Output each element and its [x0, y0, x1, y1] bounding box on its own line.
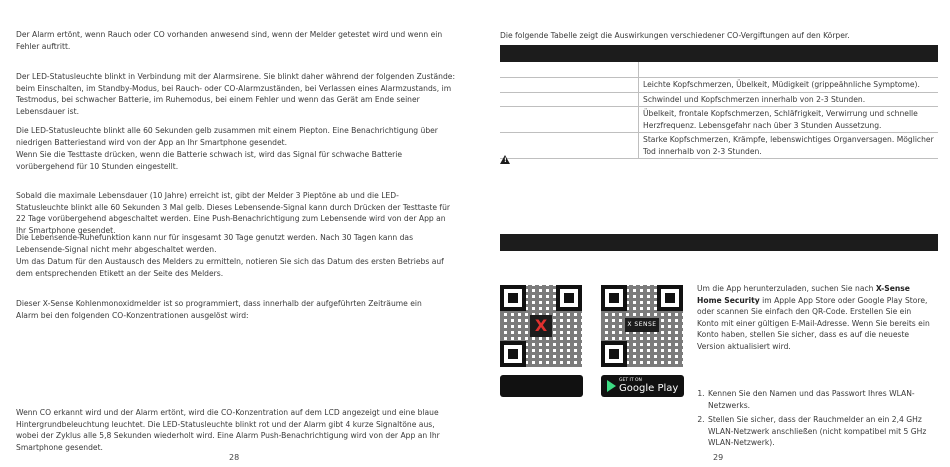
section-header-bar — [500, 234, 938, 251]
co-effects-table — [500, 45, 938, 159]
qr-code-app-store — [500, 285, 582, 367]
google-play-icon — [607, 380, 616, 392]
qr-finder — [601, 285, 627, 311]
table-cell: Übelkeit, frontale Kopfschmerzen, Schläfrigkeit, Verwirrung und schnelle Herzfrequenz. Lebensgefahr nach über 3 Stunden Aussetzung. — [639, 107, 939, 133]
table-cell — [500, 92, 639, 107]
table-row — [500, 78, 938, 93]
table-row — [500, 107, 938, 133]
app-intro-text-rest: im Apple App Store oder Google Play Store, oder scannen Sie einfach den QR-Code. Erstellen Sie ein Konto mit einer gültigen E-Mail-Adresse. Wenn Sie bereits ein Konto haben, stellen Sie sicher, dass es auf die neueste Version aktualisiert wird. — [697, 295, 930, 351]
table-header-cell — [639, 45, 939, 62]
end-of-life-silence-paragraph: Die Lebensende-Ruhefunktion kann nur für insgesamt 30 Tage genutzt werden. Nach 30 Tagen kann das Lebensende-Signal nicht mehr abgeschaltet werden. — [16, 233, 414, 254]
table-intro: Die folgende Tabelle zeigt die Auswirkungen verschiedener CO-Vergiftungen auf den Körper. — [500, 31, 850, 40]
right-page — [475, 0, 950, 467]
alarm-paragraph: Der Alarm ertönt, wenn Rauch oder CO vorhanden anwesend sind, wenn der Melder getestet wird und wenn ein Fehler auftritt. — [16, 30, 443, 51]
page-number: 28 — [229, 453, 240, 462]
qr-finder — [601, 341, 627, 367]
google-play-small-label: GET IT ON — [619, 378, 642, 383]
list-item: 1. Kennen Sie den Namen und das Passwort Ihres WLAN-Netzwerks. — [707, 388, 947, 411]
table-header-cell — [500, 45, 639, 62]
table-cell — [500, 62, 639, 78]
qr-finder — [500, 285, 526, 311]
app-name: X-Sense Home Security — [697, 284, 910, 305]
x-sense-logo: X SENSE — [625, 318, 659, 332]
qr-finder — [500, 341, 526, 367]
table-cell — [500, 133, 639, 159]
list-item: 2. Stellen Sie sicher, dass der Rauchmelder an ein 2,4 GHz WLAN-Netzwerk anschließen (nicht kompatibel mit 5 GHz WLAN-Netzwerk). — [707, 414, 947, 449]
app-intro-text: Um die App herunterzuladen, suchen Sie nach — [697, 284, 876, 293]
end-of-life-paragraph: Sobald die maximale Lebensdauer (10 Jahre) erreicht ist, gibt der Melder 3 Pieptöne ab und die LED-Statusleuchte blinkt alle 60 Sekunden 3 Mal gelb. Dieses Lebensende-Signal kann durch Drücken der Testtaste für 22 Tage vorübergehend abgeschaltet werden. Eine Push-Benachrichtigung zum Lebensende wird von der App an Ihr Smartphone gesendet. — [16, 191, 451, 235]
led-paragraph: Der LED-Statusleuchte blinkt in Verbindung mit der Alarmsirene. Sie blinkt daher während der folgenden Zustände: beim Einschalten, im Standby-Modus, bei Rauch- oder CO-Alarmzuständen, bei Verlassen eines Alarmzustands, im Testmodus, bei schwacher Batterie, im Ruhemodus, bei einem Fehler und wenn das Gerät am Ende seiner Lebensdauer ist. — [16, 72, 456, 116]
table-cell — [500, 78, 639, 93]
table-cell: Starke Kopfschmerzen, Krämpfe, lebenswichtiges Organversagen. Möglicher Tod innerhalb von 2-3 Stunden. — [639, 133, 939, 159]
google-play-label: Google Play — [619, 383, 679, 394]
table-cell: Schwindel und Kopfschmerzen innerhalb von 2-3 Stunden. — [639, 92, 939, 107]
table-cell — [639, 62, 939, 78]
app-store-badge[interactable] — [500, 375, 583, 397]
setup-steps-list — [697, 388, 947, 452]
x-logo-icon: X — [530, 315, 552, 337]
table-cell — [500, 107, 639, 133]
warning-exclamation: ! — [504, 157, 507, 164]
page-number: 29 — [713, 453, 724, 462]
test-button-paragraph: Wenn Sie die Testtaste drücken, wenn die Batterie schwach ist, wird das Signal für schwache Batterie vorübergehend für 10 Stunden eingestellt. — [16, 150, 403, 171]
google-play-badge[interactable] — [601, 375, 684, 397]
qr-finder — [657, 285, 683, 311]
table-header-row — [500, 45, 938, 62]
table-row — [500, 133, 938, 159]
table-row — [500, 92, 938, 107]
table-cell: Leichte Kopfschmerzen, Übelkeit, Müdigkeit (grippeähnliche Symptome). — [639, 78, 939, 93]
low-battery-paragraph: Die LED-Statusleuchte blinkt alle 60 Sekunden gelb zusammen mit einem Piepton. Eine Benachrichtigung über niedrigen Batteriestand wird von der App an Ihr Smartphone gesendet. — [16, 126, 438, 147]
replacement-date-paragraph: Um das Datum für den Austausch des Melders zu ermitteln, notieren Sie sich das Datum des ersten Betriebs auf dem entsprechenden Etikett an der Seite des Melders. — [16, 257, 444, 278]
app-download-paragraph — [697, 283, 933, 352]
co-detected-paragraph: Wenn CO erkannt wird und der Alarm ertönt, wird die CO-Konzentration auf dem LCD angezeigt und eine blaue Hintergrundbeleuchtung leuchtet. Die LED-Statusleuchte blinkt rot und der Alarm gibt 4 kurze Signaltöne aus, wobei der Zyklus alle 5,8 Sekunden wiederholt wird. Eine Alarm Push-Benachrichtigung wird von der App an Ihr Smartphone gesendet. — [16, 408, 440, 452]
qr-finder — [556, 285, 582, 311]
co-concentration-paragraph: Dieser X-Sense Kohlenmonoxidmelder ist so programmiert, dass innerhalb der aufgeführten Zeiträume ein Alarm bei den folgenden CO-Konzentrationen ausgelöst wird: — [16, 299, 422, 320]
table-row — [500, 62, 938, 78]
qr-code-google-play — [601, 285, 683, 367]
